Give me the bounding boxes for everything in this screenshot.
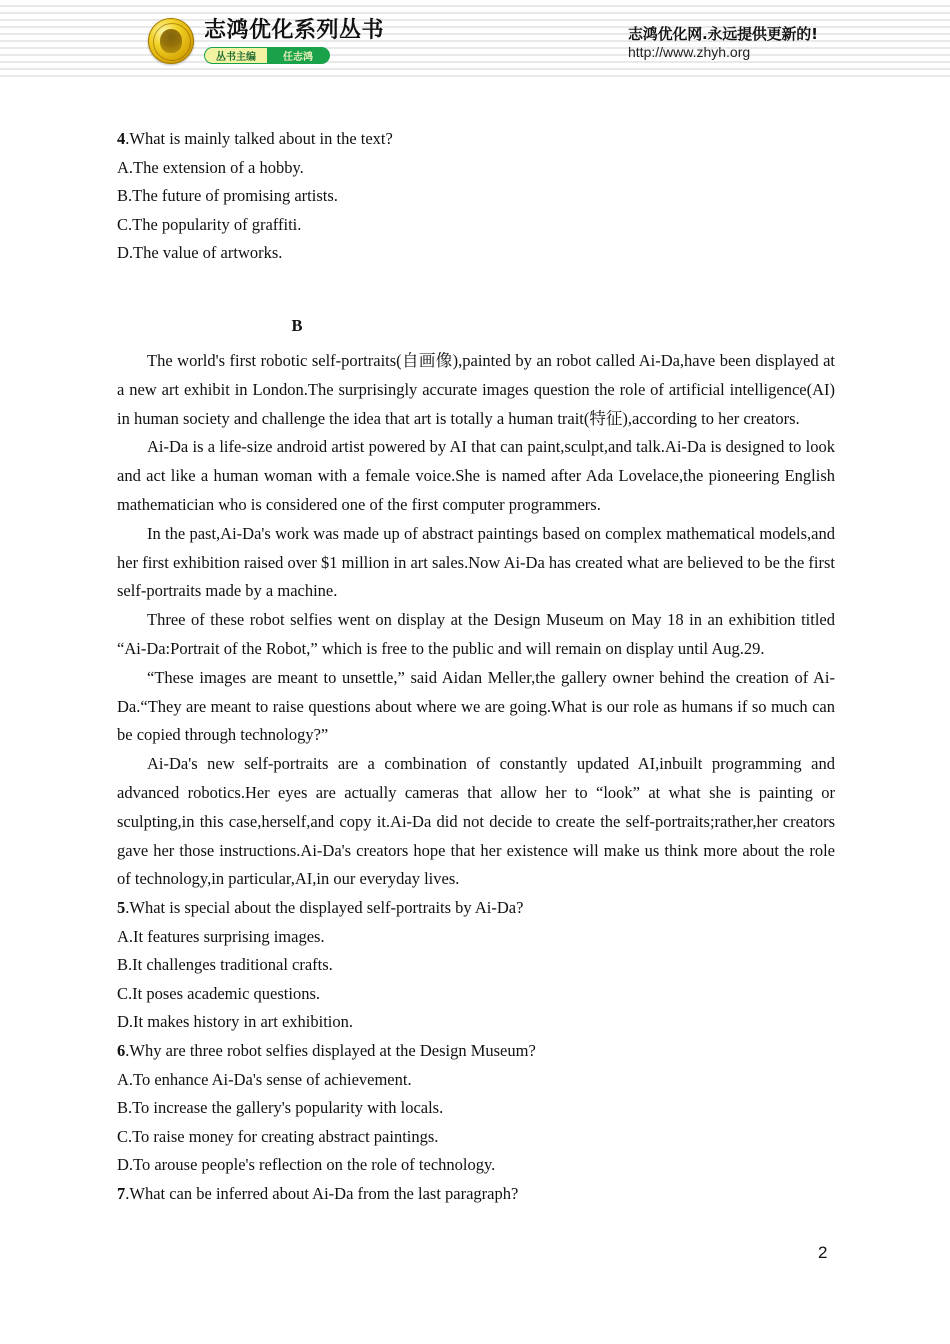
site-name: 志鸿优化网.永远提供更新的! (628, 25, 818, 43)
question-7-text: .What can be inferred about Ai-Da from the last paragraph? (125, 1184, 519, 1204)
question-4-text: .What is mainly talked about in the text? (125, 129, 393, 148)
question-5-option-a[interactable]: A.It features surprising images. (117, 926, 325, 946)
question-5-number: 5 (117, 898, 126, 918)
brand-editor-badge (204, 47, 330, 64)
question-5-option-d[interactable]: D.It makes history in art exhibition. (117, 1012, 354, 1032)
passage-paragraph-4: Three of these robot selfies went on display at the Design Museum on May 18 in an exhibition titled “Ai-Da:Portrait of the Robot,” which is free to the public and will remain on display until Aug.29. (117, 610, 835, 658)
passage-paragraph-6: Ai-Da's new self-portraits are a combination of constantly updated AI,inbuilt programming and advanced robotics.Her eyes are actually cameras that allow her to “look” at what she is painting or sculpting,in this case,herself,and copy it.Ai-Da did not decide to create the self-portraits;rather,her creators gave her those instructions.Ai-Da's creators hope that her existence will make us think more about the role of technology,in particular,AI,in our everyday lives. (117, 754, 835, 889)
page-header (0, 0, 950, 82)
question-4-option-c[interactable]: C.The popularity of graffiti. (117, 214, 302, 234)
question-6-stem (117, 1037, 835, 1066)
question-4-stem (117, 125, 835, 154)
question-6-option-a[interactable]: A.To enhance Ai-Da's sense of achievement. (117, 1069, 412, 1089)
brand-badge-label: 丛书主编 (205, 48, 267, 63)
page-header-band (0, 0, 950, 82)
question-7-number: 7 (117, 1184, 126, 1204)
question-5-option-b[interactable]: B.It challenges traditional crafts. (117, 955, 333, 975)
question-6-option-b[interactable]: B.To increase the gallery's popularity with locals. (117, 1098, 444, 1118)
question-5-text: .What is special about the displayed self-portraits by Ai-Da? (125, 898, 524, 918)
question-6-option-c[interactable]: C.To raise money for creating abstract paintings. (117, 1126, 439, 1146)
question-6-number: 6 (117, 1041, 126, 1061)
brand-title: 志鸿优化系列丛书 (204, 18, 385, 43)
page-body (0, 82, 950, 1209)
content-column (117, 82, 835, 1209)
page-number: 2 (818, 1243, 828, 1262)
question-6-option-d[interactable]: D.To arouse people's reflection on the role of technology. (117, 1155, 496, 1175)
question-4-number: 4 (117, 129, 126, 148)
question-5-option-c[interactable]: C.It poses academic questions. (117, 983, 320, 1003)
brand-text-block (204, 19, 384, 64)
brand-block (148, 18, 384, 64)
passage-section-label: B (291, 315, 303, 335)
question-4-option-a[interactable]: A.The extension of a hobby. (117, 157, 304, 177)
gold-medal-icon (148, 18, 194, 64)
passage-paragraph-2: Ai-Da is a life-size android artist powered by AI that can paint,sculpt,and talk.Ai-Da is designed to look and act like a human woman with a female voice.She is named after Ada Lovelace,the pioneering English mathematician who is considered one of the first computer programmers. (117, 437, 835, 514)
question-6-text: .Why are three robot selfies displayed at the Design Museum? (125, 1041, 536, 1061)
question-4-option-d[interactable]: D.The value of artworks. (117, 243, 283, 263)
question-7-stem (117, 1180, 835, 1209)
site-url: http://www.zhyh.org (628, 44, 751, 60)
question-5-stem (117, 894, 835, 923)
passage-paragraph-3: In the past,Ai-Da's work was made up of abstract paintings based on complex mathematical models,and her first exhibition raised over $1 million in art sales.Now Ai-Da has created what are believed to be the first self-portraits made by a machine. (117, 523, 835, 601)
site-block (628, 25, 818, 62)
passage-paragraph-1: The world's first robotic self-portraits(自画像),painted by an robot called Ai-Da,have been displayed at a new art exhibit in London.The surprisingly accurate images question the role of artificial intelligence(AI) in human society and challenge the idea that art is totally a human trait(特征),according to her creators. (117, 350, 835, 428)
passage-paragraph-5: “These images are meant to unsettle,” said Aidan Meller,the gallery owner behind the creation of Ai-Da.“They are meant to raise questions about where we are going.What is our role as humans if so much can be copied through technology?” (117, 667, 835, 745)
question-4-option-b[interactable]: B.The future of promising artists. (117, 186, 338, 206)
brand-badge-value: 任志鸿 (267, 48, 329, 63)
